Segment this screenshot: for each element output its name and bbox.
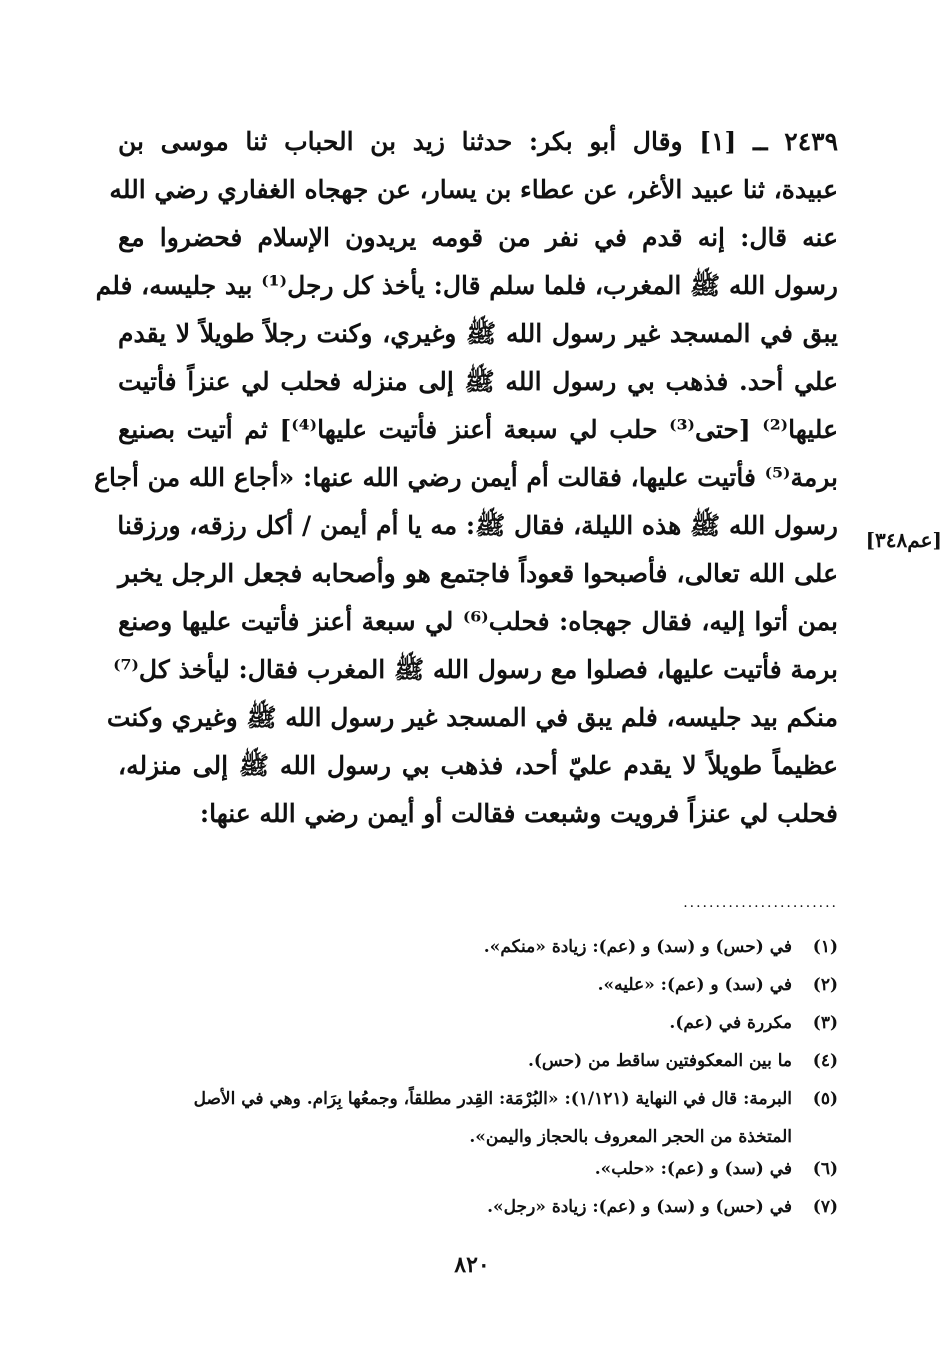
- footnote-text: في (سد) و (عم): «عليه».: [597, 975, 792, 995]
- footnote-text: مكررة في (عم).: [669, 1013, 792, 1033]
- footnote: [108, 1004, 838, 1042]
- margin-page-reference: [عم٣٤٨]: [865, 528, 942, 552]
- text-line: رسول الله ﷺ هذه الليلة، فقال ﷺ: مه يا أم أيمن / أكل رزقه، ورزقنا: [117, 511, 838, 540]
- footnote-number: (٦): [812, 1159, 838, 1179]
- text-line: عظيماً طويلاً لا يقدم عليّ أحد، فذهب بي رسول الله ﷺ إلى منزله،: [118, 751, 838, 780]
- text-line: بمن أتوا إليه، فقال جهجاه: فحلب⁽⁶⁾ لي سبعة أعنز فأتيت عليها وصنع: [118, 607, 838, 636]
- footnote: [108, 1188, 838, 1226]
- text-line: منكم بيد جليسه، فلم يبق في المسجد غير رسول الله ﷺ وغيري وكنت: [106, 703, 838, 732]
- footnote-text-line: البرمة: قال في النهاية (١/١٢١): «البُرْمَة: القِدر مطلقاً، وجمعُها بِرَام. وهي في الأصل: [193, 1089, 792, 1109]
- footnote: [108, 1042, 838, 1080]
- footnote-number: (٢): [812, 975, 838, 995]
- text-line: عليها⁽²⁾ [حتى⁽³⁾ حلب لي سبعة أعنز فأتيت عليها⁽⁴⁾] ثم أتيت بصنيع: [118, 415, 838, 444]
- text-line: برمة⁽⁵⁾ فأتيت عليها، فقالت أم أيمن رضي الله عنها: «أجاع الله من أجاع: [94, 463, 838, 492]
- footnote: [108, 1150, 838, 1188]
- footnote-number: (٥): [812, 1089, 838, 1109]
- footnotes-block: [108, 928, 838, 1226]
- footnote-number: (٧): [812, 1197, 838, 1217]
- footnote-number: (٣): [812, 1013, 838, 1033]
- footnote-text: في (حس) و (سد) و (عم): زيادة «رجل».: [487, 1197, 792, 1217]
- text-line: فحلب لي عنزاً فرويت وشبعت فقالت أو أيمن رضي الله عنها:: [199, 799, 838, 828]
- text-line: عبيدة، ثنا عبيد الأغر، عن عطاء بن يسار، عن جهجاه الغفاري رضي الله: [109, 175, 838, 204]
- footnote: [108, 928, 838, 966]
- text-line: برمة فأتيت عليها، فصلوا مع رسول الله ﷺ المغرب فقال: ليأخذ كل⁽⁷⁾: [113, 655, 838, 684]
- footnote-text: ما بين المعكوفتين ساقط من (حس).: [527, 1051, 792, 1071]
- footnote-text-continuation: المتخذة من الحجر المعروف بالحجاز واليمن».: [469, 1127, 792, 1147]
- text-line: عنه قال: إنه قدم في نفر من قومه يريدون الإسلام فحضروا مع: [118, 223, 838, 252]
- footnote-text: في (حس) و (سد) و (عم): زيادة «منكم».: [483, 937, 792, 957]
- text-line: على الله تعالى، فأصبحوا قعوداً فاجتمع هو وأصحابه فجعل الرجل يخبر: [118, 559, 838, 588]
- footnote-text: في (سد) و (عم): «حلب».: [594, 1159, 792, 1179]
- footnote: [108, 966, 838, 1004]
- footnote: [108, 1080, 838, 1150]
- footnote-number: (١): [812, 937, 838, 957]
- page-number: ٨٢٠: [454, 1252, 490, 1278]
- text-line: رسول الله ﷺ المغرب، فلما سلم قال: يأخذ كل رجل⁽¹⁾ بيد جليسه، فلم: [95, 271, 838, 300]
- footnote-number: (٤): [812, 1051, 838, 1071]
- text-line: يبق في المسجد غير رسول الله ﷺ وغيري، وكنت رجلاً طويلاً لا يقدم: [118, 319, 838, 348]
- main-text-block: [94, 118, 838, 838]
- footnote-separator: ........................: [683, 898, 838, 908]
- text-line: علي أحد. فذهب بي رسول الله ﷺ إلى منزله فحلب لي عنزاً فأتيت: [118, 367, 838, 396]
- footnote-text: [108, 1080, 792, 1150]
- text-line: ٢٤٣٩ ــ [١] وقال أبو بكر: حدثنا زيد بن الحباب ثنا موسى بن: [118, 127, 838, 156]
